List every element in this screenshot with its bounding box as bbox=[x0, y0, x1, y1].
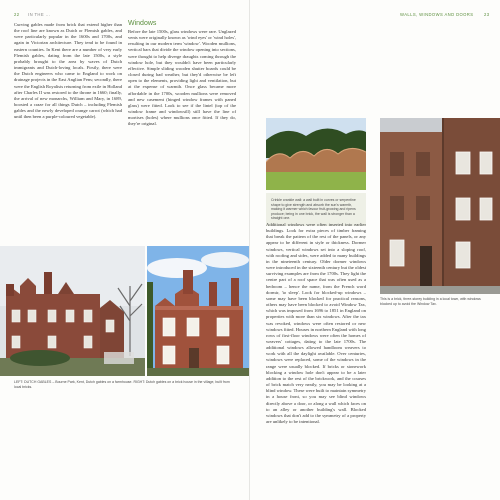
windows-paragraph: Before the late 1500s, glass windows were rare. Unglazed vents were originally known as 'wind eyes' or 'wind holes', resulting in our modern term 'window'. Wooden mullions, vertical bars that divide the window opening into sections, were thought to help diverge draughts coming through the window hole, but they wouldn't have been particularly effective. Simple sliding wooden shutter boards could be closed during bad weather, but they'd otherwise be left open to the elements, providing light and ventilation, but at the expense of warmth. Once glass became more affordable in the 1700s, wooden mullions were removed and new casement (hinged window frames with paned glass) were fitted. Look to see if the lintel (top of the window frame and windowsill) still have the line of mortises (holes) where mullions once fitted. If they do, they're original. bbox=[128, 29, 236, 127]
right-running-head: WALLS, WINDOWS AND DOORS bbox=[400, 12, 474, 17]
blocked-windows-building-photo bbox=[380, 118, 500, 294]
dutch-gable-village-photo bbox=[147, 246, 250, 376]
dutch-gable-house-illustration bbox=[0, 246, 145, 376]
curved-wall-illustration bbox=[266, 118, 366, 190]
gable-photos-caption: LEFT: DUTCH GABLES – Bourne Park, Kent, Dutch gables on a farmhouse. RIGHT: Dutch gables on a brick house in the village, built from local bricks. bbox=[14, 380, 230, 389]
windows-body-paragraph: Additional windows were often inserted into earlier buildings. Look for extra pieces of timber framing that break the pattern of the rest of the panels, or any appear to be different in style or thickness. Dormer windows, vertical windows set into a sloping roof, with roofing and sides, were added to many buildings in the nineteenth century. Older dormer windows were introduced in the sixteenth century but the oldest surviving examples are from the 1700s. They light the centre part of a roof space that was often used as a bedroom – hence the name, from the French word dormir, 'to sleep'. Look for blocked-up windows – some may have been blocked for practical reasons, others may have been blocked to avoid Window Tax, which was imposed from 1696 to 1851 in England on properties with more than six windows. After the tax was revoked, windows were often restored or new windows fitted. Houses in northern England with long rows of first-floor windows were often the homes of weavers' cottages, dating to the late 1700s. The additional windows allowed handloom weavers to work with all the daylight available. Over centuries, windows were replaced, some of the windows in the range were usually blocked. If bricks or stonework blocking a window hole don't appear to be a later addition to the rest of the brickwork, and the courses of brick match very neatly, you may be looking at a blind window. These were built to maintain symmetry in a house front, so you may see blind windows directly above a door, or along a wall which faces on to an alley or another building's wall. Blocked windows that don't add to the symmetry of a property are unlikely to be intentional. bbox=[266, 222, 366, 424]
crinkle-crankle-wall-photo bbox=[266, 118, 366, 190]
brick-building-illustration bbox=[380, 118, 500, 294]
right-page-number: 23 bbox=[484, 12, 490, 17]
village-house-illustration bbox=[147, 246, 250, 376]
left-page-number: 22 bbox=[14, 12, 20, 17]
right-body-column bbox=[266, 222, 366, 484]
left-column-1 bbox=[14, 22, 122, 121]
right-page bbox=[250, 0, 500, 500]
dutch-gable-house-photo bbox=[0, 246, 145, 376]
left-column-2 bbox=[128, 20, 236, 128]
building-caption: This is a brick, three-storey building in a local town, with windows blocked up to avoid the Window Tax. bbox=[380, 297, 481, 306]
wall-caption: Crinkle crankle wall: a wall built in curves or serpentine shape to give strength and absorb the sun's warmth, making it warmer which favour fruit-growing and ripens produce; being in one brick, the wall is stronger than a straight one. bbox=[271, 198, 356, 221]
left-running-head: IN THE ... bbox=[28, 12, 51, 17]
gables-paragraph: Curving gables made from brick that extend higher than the roof line are known as Dutch or Flemish gables, and were particularly popular in the 1600s and 1700s, and again in Victorian architecture. They tend to be found in eastern counties. In Kent there are a number of very early Flemish gables, dating from the late 1500s, a style probably brought to the area by waves of Dutch immigrants and Dutch-loving locals. Firstly, there were the Dutch engineers who came to England to work on drainage projects in the East Anglian Fens; secondly, there were the English Royalists returning from exile in Holland after Charles II was restored to the throne in 1660; finally, the arrival of new monarchs, William and Mary, in 1689, boosted a craze for all things Dutch – including Flemish gables and the newly developed orange carrot (which had until then been a purple-coloured vegetable). bbox=[14, 22, 122, 120]
windows-heading: Windows bbox=[128, 20, 157, 27]
